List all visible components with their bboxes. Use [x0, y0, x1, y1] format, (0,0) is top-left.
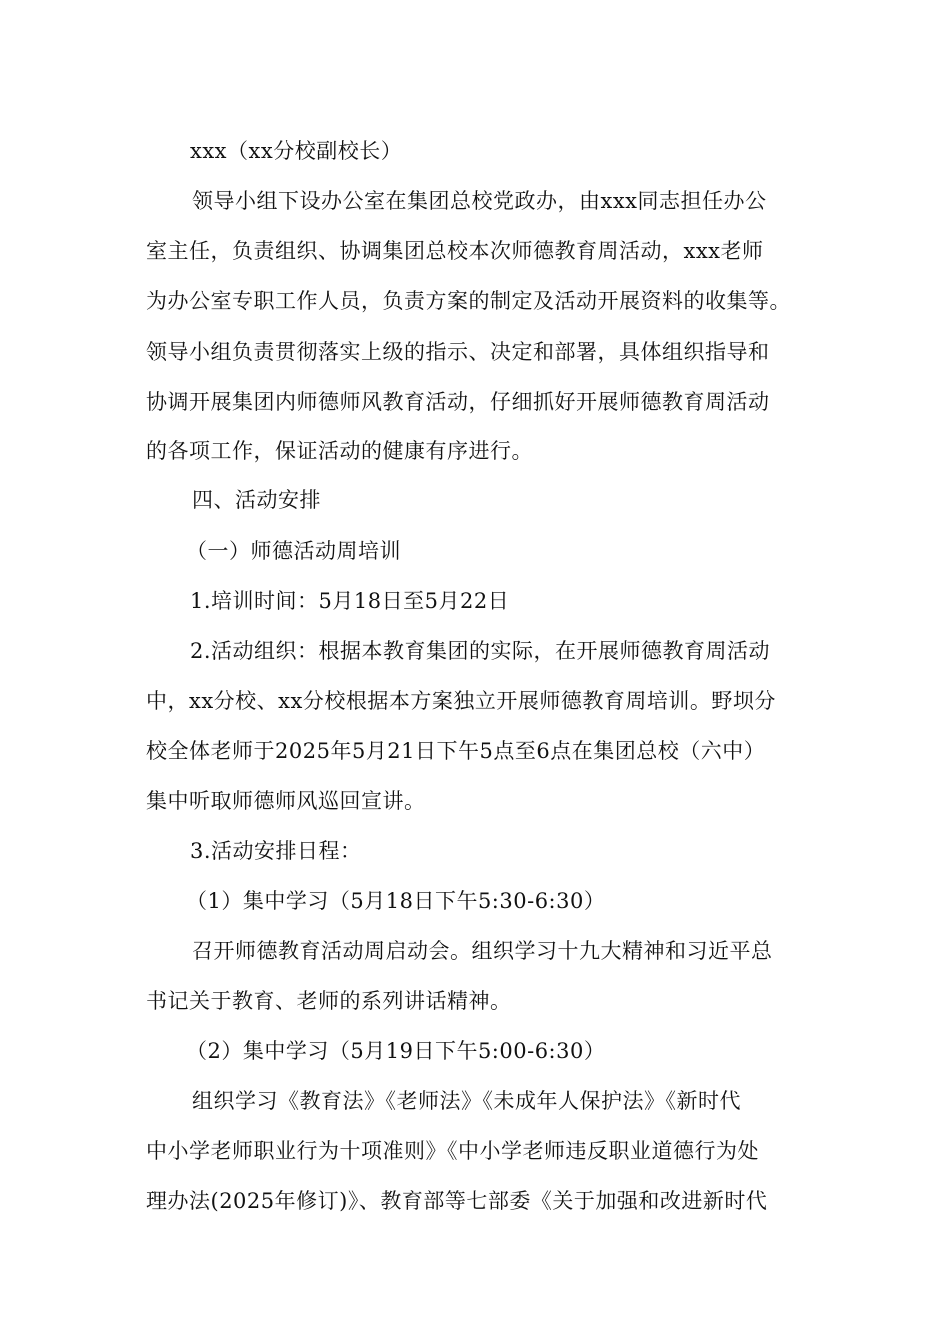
text-line-7: 的各项工作，保证活动的健康有序进行。 [146, 439, 533, 463]
text-line-4: 为办公室专职工作人员，负责方案的制定及活动开展资料的收集等。 [146, 289, 791, 313]
text-line-14: 集中听取师德师风巡回宣讲。 [146, 789, 426, 813]
text-line-6: 协调开展集团内师德师风教育活动，仔细抓好开展师德教育周活动 [146, 390, 770, 414]
text-line-20: 组织学习《教育法》《老师法》《未成年人保护法》《新时代 [192, 1089, 741, 1113]
text-line-10: 1.培训时间：5月18日至5月22日 [190, 589, 510, 613]
subsection-heading: （一）师德活动周培训 [186, 539, 401, 563]
text-line-2: 领导小组下设办公室在集团总校党政办，由xxx同志担任办公 [192, 189, 767, 213]
text-line-18: 书记关于教育、老师的系列讲话精神。 [146, 989, 512, 1013]
text-line-21: 中小学老师职业行为十项准则》《中小学老师违反职业道德行为处 [146, 1139, 759, 1163]
text-line-13: 校全体老师于2025年5月21日下午5点至6点在集团总校（六中） [146, 739, 766, 763]
text-line-11: 2.活动组织：根据本教育集团的实际，在开展师德教育周活动 [190, 639, 771, 663]
text-line-3: 室主任，负责组织、协调集团总校本次师德教育周活动，xxx老师 [146, 239, 764, 263]
text-line-22: 理办法(2025年修订)》、教育部等七部委《关于加强和改进新时代 [146, 1189, 768, 1213]
text-line-19: （2）集中学习（5月19日下午5:00-6:30） [186, 1039, 606, 1063]
text-line-1: xxx（xx分校副校长） [190, 139, 403, 163]
text-line-16: （1）集中学习（5月18日下午5:30-6:30） [186, 889, 606, 913]
text-line-15: 3.活动安排日程： [190, 839, 362, 863]
section-heading: 四、活动安排 [192, 488, 321, 512]
text-line-17: 召开师德教育活动周启动会。组织学习十九大精神和习近平总 [192, 939, 773, 963]
text-line-5: 领导小组负责贯彻落实上级的指示、决定和部署，具体组织指导和 [146, 340, 770, 364]
text-line-12: 中，xx分校、xx分校根据本方案独立开展师德教育周培训。野坝分 [146, 689, 776, 713]
